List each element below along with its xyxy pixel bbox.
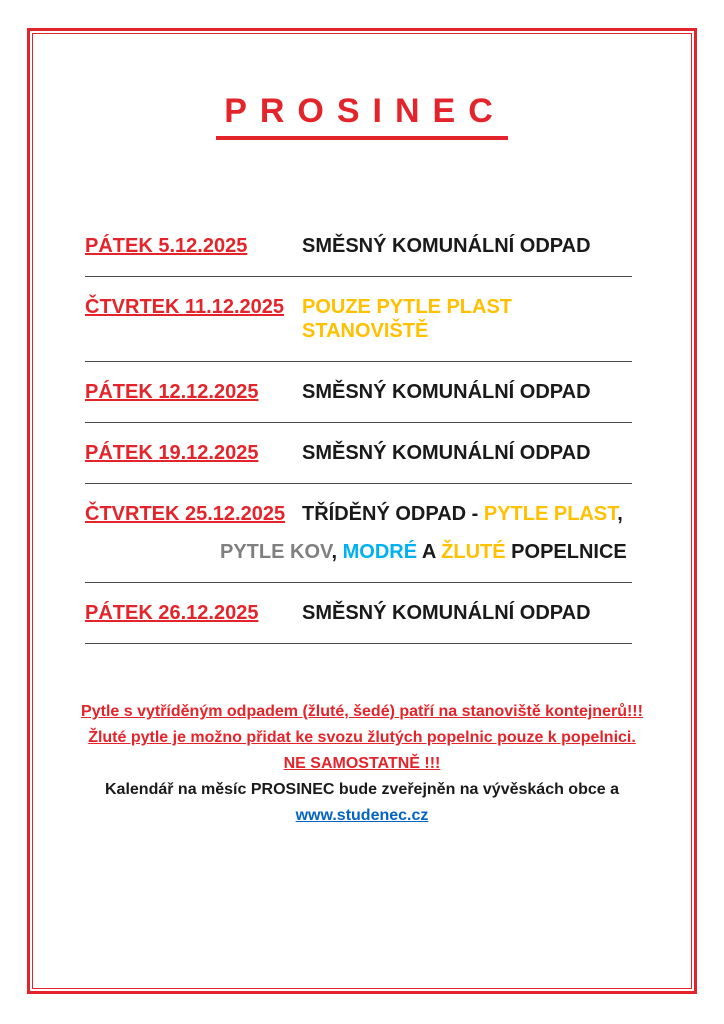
warning-line: Žluté pytle je možno přidat ke svozu žlutých popelnic pouze k popelnici. bbox=[88, 729, 636, 746]
waste-type-segment: PYTLE PLAST bbox=[483, 503, 618, 525]
waste-type-segment: POPELNICE bbox=[505, 541, 627, 563]
row-divider bbox=[85, 582, 632, 583]
warning-line: Pytle s vytříděným odpadem (žluté, šedé) patří na stanoviště kontejnerů!!! bbox=[81, 703, 643, 720]
waste-type-segment: MODRÉ bbox=[342, 541, 418, 563]
collection-type-continued bbox=[220, 540, 632, 564]
schedule-row bbox=[85, 441, 632, 465]
row-divider bbox=[85, 276, 632, 277]
row-divider bbox=[85, 361, 632, 362]
waste-type-segment: PYTLE KOV bbox=[220, 541, 332, 563]
schedule-row bbox=[85, 502, 632, 564]
collection-date: PÁTEK 26.12.2025 bbox=[85, 602, 259, 624]
waste-type-segment: SMĚSNÝ KOMUNÁLNÍ ODPAD bbox=[302, 602, 591, 624]
schedule-row bbox=[85, 601, 632, 625]
page-title bbox=[0, 92, 724, 140]
collection-schedule bbox=[85, 228, 632, 644]
collection-date: ČTVRTEK 25.12.2025 bbox=[85, 503, 286, 525]
collection-type bbox=[302, 502, 632, 526]
collection-date: PÁTEK 5.12.2025 bbox=[85, 235, 248, 257]
waste-type-segment: POUZE PYTLE PLAST STANOVIŠTĚ bbox=[302, 296, 513, 342]
schedule-row bbox=[85, 295, 632, 343]
schedule-row bbox=[85, 234, 632, 258]
waste-type-segment: , bbox=[331, 541, 343, 563]
collection-type bbox=[302, 295, 632, 343]
waste-type-segment: TŘÍDĚNÝ ODPAD - bbox=[302, 503, 484, 525]
warning-block bbox=[40, 699, 684, 777]
waste-type-segment: SMĚSNÝ KOMUNÁLNÍ ODPAD bbox=[302, 235, 591, 257]
warning-line: NE SAMOSTATNĚ !!! bbox=[283, 755, 441, 772]
waste-type-segment: SMĚSNÝ KOMUNÁLNÍ ODPAD bbox=[302, 442, 591, 464]
collection-date: ČTVRTEK 11.12.2025 bbox=[85, 296, 284, 318]
row-divider bbox=[85, 483, 632, 484]
info-line: Kalendář na měsíc PROSINEC bude zveřejněn na vývěskách obce a bbox=[105, 781, 619, 798]
waste-type-segment: SMĚSNÝ KOMUNÁLNÍ ODPAD bbox=[302, 381, 591, 403]
row-divider bbox=[85, 422, 632, 423]
waste-type-segment: , bbox=[617, 503, 623, 525]
collection-type bbox=[302, 380, 632, 404]
schedule-row bbox=[85, 380, 632, 404]
collection-date: PÁTEK 19.12.2025 bbox=[85, 442, 259, 464]
waste-type-segment: ŽLUTÉ bbox=[441, 541, 506, 563]
collection-type bbox=[302, 234, 632, 258]
collection-type bbox=[302, 601, 632, 625]
waste-type-segment: A bbox=[417, 541, 442, 563]
month-title: PROSINEC bbox=[216, 92, 508, 140]
collection-date: PÁTEK 12.12.2025 bbox=[85, 381, 259, 403]
row-divider bbox=[85, 643, 632, 644]
footer-notes bbox=[40, 699, 684, 829]
collection-type bbox=[302, 441, 632, 465]
website-link[interactable]: www.studenec.cz bbox=[295, 807, 429, 824]
